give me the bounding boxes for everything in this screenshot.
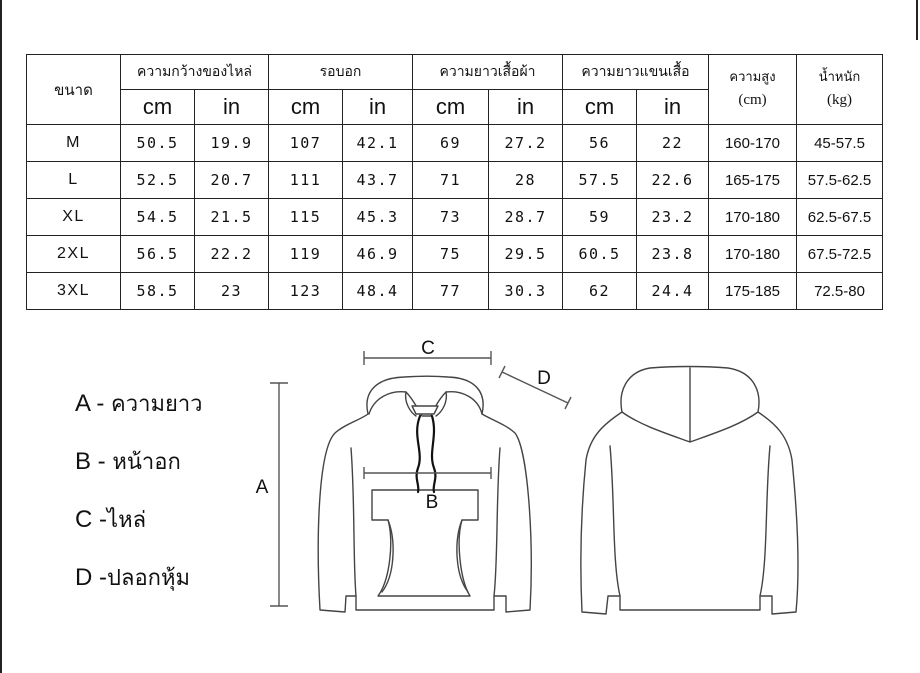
sleeve-header: ความยาวแขนเสื้อ (563, 55, 709, 90)
label-a: A (255, 477, 269, 498)
unit-in: in (637, 90, 709, 125)
measurement-cell: 45.3 (343, 199, 413, 236)
legend-text: ไหล่ (107, 508, 147, 533)
measurement-cell: 24.4 (637, 273, 709, 310)
weight-cell: 62.5-67.5 (797, 199, 883, 236)
weight-label: น้ำหนัก (818, 70, 861, 85)
legend-sep: - (91, 448, 113, 475)
height-unit: (cm) (738, 92, 767, 108)
measurement-cell: 50.5 (121, 125, 195, 162)
height-cell: 170-180 (709, 199, 797, 236)
legend-letter: A (75, 390, 90, 417)
measurement-cell: 58.5 (121, 273, 195, 310)
legend-sep: - (92, 564, 108, 591)
weight-unit: (kg) (827, 92, 852, 108)
legend-text: ความยาว (111, 392, 203, 417)
measurement-cell: 107 (269, 125, 343, 162)
measurement-cell: 71 (413, 162, 489, 199)
measurement-cell: 123 (269, 273, 343, 310)
measurement-cell: 30.3 (489, 273, 563, 310)
label-d: D (537, 368, 551, 389)
measurement-cell: 28.7 (489, 199, 563, 236)
hoodie-back-drawing (581, 367, 798, 615)
dimension-d-line (502, 372, 568, 403)
length-header: ความยาวเสื้อผ้า (413, 55, 563, 90)
size-header: ขนาด (27, 55, 121, 125)
weight-cell: 45-57.5 (797, 125, 883, 162)
size-cell: 3XL (27, 273, 121, 310)
legend-sep: - (89, 390, 112, 417)
chest-header: รอบอก (269, 55, 413, 90)
measurement-cell: 111 (269, 162, 343, 199)
measurement-cell: 19.9 (195, 125, 269, 162)
weight-cell: 57.5-62.5 (797, 162, 883, 199)
measurement-cell: 42.1 (343, 125, 413, 162)
measurement-cell: 57.5 (563, 162, 637, 199)
legend-letter: B (75, 448, 92, 475)
measurement-cell: 69 (413, 125, 489, 162)
label-c: C (421, 338, 435, 359)
unit-cm: cm (269, 90, 343, 125)
legend-sep: - (92, 506, 108, 533)
weight-cell: 67.5-72.5 (797, 236, 883, 273)
measurement-cell: 23.2 (637, 199, 709, 236)
measurement-cell: 27.2 (489, 125, 563, 162)
measurement-cell: 54.5 (121, 199, 195, 236)
measurement-cell: 52.5 (121, 162, 195, 199)
unit-cm: cm (413, 90, 489, 125)
measurement-cell: 62 (563, 273, 637, 310)
unit-in: in (489, 90, 563, 125)
shoulder-width-header: ความกว้างของไหล่ (121, 55, 269, 90)
unit-cm: cm (121, 90, 195, 125)
size-cell: 2XL (27, 236, 121, 273)
height-cell: 175-185 (709, 273, 797, 310)
measurement-cell: 56.5 (121, 236, 195, 273)
measurement-cell: 46.9 (343, 236, 413, 273)
weight-cell: 72.5-80 (797, 273, 883, 310)
height-label: ความสูง (729, 70, 776, 85)
height-cell: 160-170 (709, 125, 797, 162)
measurement-cell: 59 (563, 199, 637, 236)
measurement-cell: 60.5 (563, 236, 637, 273)
measurement-cell: 119 (269, 236, 343, 273)
measurement-cell: 43.7 (343, 162, 413, 199)
size-cell: M (27, 125, 121, 162)
unit-in: in (343, 90, 413, 125)
measurement-cell: 48.4 (343, 273, 413, 310)
height-cell: 170-180 (709, 236, 797, 273)
size-cell: L (27, 162, 121, 199)
measurement-cell: 22 (637, 125, 709, 162)
measurement-cell: 75 (413, 236, 489, 273)
measurement-cell: 77 (413, 273, 489, 310)
measurement-cell: 22.2 (195, 236, 269, 273)
measurement-cell: 73 (413, 199, 489, 236)
measurement-cell: 28 (489, 162, 563, 199)
measurement-cell: 23.8 (637, 236, 709, 273)
label-b: B (425, 492, 439, 513)
measurement-cell: 115 (269, 199, 343, 236)
size-cell: XL (27, 199, 121, 236)
measurement-cell: 22.6 (637, 162, 709, 199)
measurement-cell: 29.5 (489, 236, 563, 273)
legend-text: ปลอกหุ้ม (107, 566, 190, 591)
legend-letter: C (75, 506, 93, 533)
measurement-cell: 20.7 (195, 162, 269, 199)
unit-cm: cm (563, 90, 637, 125)
height-cell: 165-175 (709, 162, 797, 199)
legend-letter: D (75, 564, 93, 591)
measurement-cell: 21.5 (195, 199, 269, 236)
measurement-cell: 56 (563, 125, 637, 162)
measurement-cell: 23 (195, 273, 269, 310)
legend-text: หน้าอก (112, 450, 181, 475)
unit-in: in (195, 90, 269, 125)
